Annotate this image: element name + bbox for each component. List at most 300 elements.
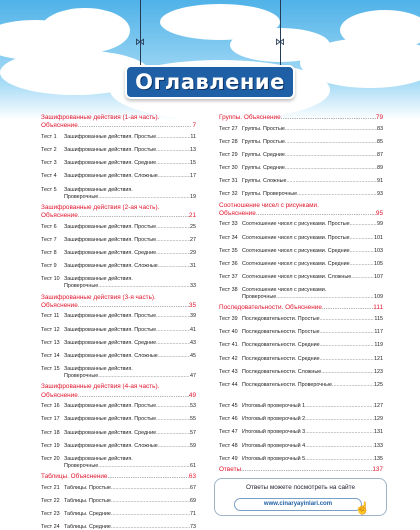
toc-test-entry[interactable] [41, 131, 196, 144]
test-title-block [242, 443, 383, 450]
toc-test-entry[interactable] [41, 426, 196, 439]
test-page-number: 99 [377, 221, 383, 228]
test-page-number: 123 [374, 368, 383, 375]
test-leader-line [242, 165, 383, 172]
test-title-block [242, 329, 383, 336]
test-title: Зашифрованные действия. Сложные [64, 173, 158, 180]
test-title: Соотношение чисел с рисунками. Сложные [242, 274, 352, 281]
toc-test-entry[interactable] [41, 400, 196, 413]
toc-section-entry[interactable] [219, 114, 383, 122]
toc-test-entry[interactable] [41, 413, 196, 426]
dot-leader [78, 392, 189, 400]
cloud [340, 10, 420, 50]
test-number: Тест 18 [41, 429, 60, 436]
dot-leader [332, 382, 374, 389]
section-page-number: 79 [375, 114, 383, 121]
test-number: Тест 28 [219, 138, 238, 145]
test-leader-line [64, 134, 196, 141]
toc-test-entry[interactable] [41, 350, 196, 363]
test-number: Тест 36 [219, 261, 238, 267]
test-page-number: 125 [374, 381, 383, 388]
toc-test-entry[interactable] [41, 508, 196, 521]
test-page-number: 13 [190, 147, 196, 154]
dot-leader [98, 194, 190, 201]
toc-right-column [219, 114, 383, 474]
test-leader-line [242, 191, 383, 198]
test-number: Тест 6 [41, 223, 57, 230]
test-title-block [64, 160, 196, 167]
toc-test-entry[interactable] [41, 247, 196, 260]
section-leader-line [41, 302, 196, 310]
toc-test-entry[interactable] [219, 400, 383, 413]
test-title: Зашифрованные действия. Средние [64, 160, 157, 167]
toc-test-entry[interactable] [219, 352, 383, 365]
toc-test-entry[interactable] [219, 379, 383, 392]
test-title: Зашифрованные действия. Средние [64, 429, 157, 436]
toc-section-entry[interactable] [219, 466, 383, 474]
section-title-line: Таблицы. Объяснение [41, 473, 108, 480]
test-page-number: 131 [374, 429, 383, 436]
test-page-number: 67 [190, 484, 196, 491]
test-number: Тест 11 [41, 313, 60, 320]
section-leader-line [219, 466, 383, 474]
toc-test-entry[interactable] [41, 521, 196, 530]
test-title-block [64, 403, 196, 410]
dot-leader [158, 443, 190, 450]
dot-leader [321, 369, 374, 376]
test-title-block [242, 152, 383, 159]
test-number: Тест 31 [219, 178, 238, 185]
toc-test-entry[interactable] [41, 440, 196, 453]
test-title: Зашифрованные действия. Простые [64, 147, 157, 154]
test-title-block [242, 139, 383, 146]
test-leader-line [64, 313, 196, 320]
section-leader-line [219, 114, 383, 122]
toc-test-entry[interactable] [219, 162, 383, 175]
toc-test-entry[interactable] [41, 363, 196, 383]
test-title: Последовательности. Простые [242, 315, 320, 322]
test-title-block [242, 248, 383, 255]
test-leader-line [64, 173, 196, 180]
toc-test-entry[interactable] [219, 218, 383, 231]
toc-test-entry[interactable] [41, 144, 196, 157]
toc-section-entry[interactable] [219, 202, 383, 219]
test-number: Тест 10 [41, 276, 60, 283]
section-page-number: 137 [372, 465, 383, 473]
dot-leader [156, 327, 190, 334]
test-number: Тест 33 [219, 221, 238, 228]
test-number: Тест 19 [41, 442, 60, 449]
test-title-line2: Проверочные [64, 462, 99, 469]
test-leader-line [242, 139, 383, 146]
test-leader-line [242, 152, 383, 159]
dot-leader [305, 443, 374, 450]
toc-gap [219, 392, 383, 400]
test-title: Группы. Сложные [242, 178, 287, 185]
website-link[interactable]: www.cinaryayinlari.com [234, 498, 362, 511]
test-page-number: 127 [374, 403, 383, 410]
test-number: Тест 9 [41, 263, 57, 270]
test-leader-line [64, 498, 196, 505]
dot-leader [305, 403, 374, 410]
dot-leader [156, 134, 190, 141]
toc-test-entry[interactable] [219, 453, 383, 466]
test-leader-line [242, 261, 383, 268]
test-number: Тест 13 [41, 339, 60, 346]
test-title-block [242, 369, 383, 376]
test-leader-line [242, 456, 383, 463]
bow-icon: ⋈ [275, 37, 285, 48]
dot-leader [285, 152, 377, 159]
test-number: Тест 12 [41, 326, 60, 333]
test-leader-line [64, 283, 196, 290]
section-title-line: Группы. Объяснение [219, 114, 281, 121]
toc-test-entry[interactable] [219, 136, 383, 149]
toc-test-entry[interactable] [41, 273, 196, 293]
test-title-block [64, 134, 196, 141]
test-number: Тест 46 [219, 416, 238, 423]
section-title-line: Зашифрованные действия (3-я часть). [41, 293, 156, 301]
test-leader-line [242, 274, 383, 281]
toc-test-entry[interactable] [219, 366, 383, 379]
test-page-number: 31 [190, 263, 196, 270]
test-page-number: 107 [374, 274, 383, 281]
dot-leader [156, 313, 190, 320]
test-leader-line [64, 443, 196, 450]
test-title-block [64, 327, 196, 334]
test-page-number: 101 [374, 234, 383, 241]
test-number: Тест 32 [219, 191, 238, 198]
test-number: Тест 38 [219, 287, 238, 294]
test-number: Тест 40 [219, 329, 238, 336]
toc-test-entry[interactable] [219, 326, 383, 339]
section-page-number: 49 [188, 391, 196, 399]
test-leader-line [64, 250, 196, 257]
toc-test-entry[interactable] [41, 221, 196, 234]
section-title-line: Последовательности. Объяснение [219, 304, 322, 312]
test-title: Зашифрованные действия. Простые [64, 223, 157, 230]
dot-leader [78, 122, 193, 130]
test-title-block [242, 287, 383, 301]
test-page-number: 73 [190, 524, 196, 530]
section-page-number: 21 [188, 212, 196, 220]
answers-notice-box [214, 478, 387, 516]
test-title-block [64, 353, 196, 360]
toc-test-entry[interactable] [41, 234, 196, 247]
toc-section-entry[interactable] [41, 204, 196, 221]
cloud [40, 8, 130, 53]
test-leader-line [64, 353, 196, 360]
toc-test-entry[interactable] [219, 426, 383, 439]
test-title: Группы. Проверочные [242, 191, 298, 198]
test-title-block [64, 366, 196, 380]
test-page-number: 91 [377, 178, 383, 185]
section-title-line: Зашифрованные действия (4-ая часть). [41, 383, 160, 391]
test-title: Группы. Средние [242, 151, 285, 158]
dot-leader [305, 456, 374, 463]
toc-test-entry[interactable] [219, 149, 383, 162]
toc-test-entry[interactable] [219, 313, 383, 326]
test-leader-line [242, 443, 383, 450]
section-title-line: Зашифрованные действия (1-ая часть). [41, 114, 160, 121]
section-leader-line [41, 473, 196, 481]
dot-leader [156, 416, 190, 423]
test-leader-line [242, 235, 383, 242]
test-title: Зашифрованные действия. Сложные [64, 263, 158, 270]
test-title-block [242, 316, 383, 323]
toc-test-entry[interactable] [219, 413, 383, 426]
dot-leader [78, 302, 189, 310]
test-number: Тест 17 [41, 416, 60, 423]
test-page-number: 59 [190, 442, 196, 449]
dot-leader [78, 212, 189, 220]
test-number: Тест 3 [41, 160, 57, 167]
test-title: Таблицы. Простые [64, 497, 111, 504]
test-leader-line [64, 327, 196, 334]
section-page-number: 63 [188, 473, 196, 480]
test-page-number: 93 [377, 191, 383, 198]
toc-test-entry[interactable] [219, 245, 383, 258]
test-leader-line [64, 511, 196, 518]
page-title: Оглавление [135, 70, 285, 94]
toc-test-entry[interactable] [41, 453, 196, 473]
test-title-block [242, 191, 383, 198]
test-leader-line [64, 430, 196, 437]
toc-section-entry[interactable] [219, 304, 383, 312]
test-title-block [242, 456, 383, 463]
test-page-number: 19 [190, 193, 196, 200]
dot-leader [111, 524, 190, 530]
test-number: Тест 37 [219, 274, 238, 281]
test-number: Тест 27 [219, 125, 238, 132]
dot-leader [320, 342, 375, 349]
test-leader-line [242, 342, 383, 349]
test-leader-line [242, 382, 383, 389]
test-page-number: 133 [374, 442, 383, 449]
dot-leader [158, 173, 190, 180]
test-title: Последовательности. Сложные [242, 368, 322, 375]
test-page-number: 41 [190, 326, 196, 333]
test-number: Тест 20 [41, 455, 60, 462]
dot-leader [156, 430, 190, 437]
test-number: Тест 2 [41, 147, 57, 154]
dot-leader [156, 403, 190, 410]
test-number: Тест 8 [41, 250, 57, 257]
dot-leader [276, 294, 374, 301]
section-title-line: Объяснение [219, 209, 256, 217]
toc-test-entry[interactable] [219, 339, 383, 352]
test-leader-line [64, 147, 196, 154]
toc-section-entry[interactable] [41, 114, 196, 131]
test-title-block [64, 276, 196, 290]
test-title-block [242, 165, 383, 172]
test-page-number: 89 [377, 165, 383, 172]
test-page-number: 47 [190, 373, 196, 380]
test-page-number: 29 [190, 250, 196, 257]
test-title-block [64, 511, 196, 518]
test-title: Последовательности. Простые [242, 329, 320, 336]
test-title-block [242, 221, 383, 228]
toc-test-entry[interactable] [41, 260, 196, 273]
dot-leader [350, 235, 374, 242]
test-title: Зашифрованные действия. Простые [64, 326, 157, 333]
test-leader-line [242, 294, 383, 301]
test-leader-line [242, 416, 383, 423]
toc-test-entry[interactable] [219, 232, 383, 245]
test-title: Соотношение чисел с рисунками. [242, 287, 327, 294]
toc-test-entry[interactable] [219, 440, 383, 453]
hanging-string [140, 0, 141, 70]
test-title-block [64, 416, 196, 423]
test-title: Последовательности. Проверочные [242, 381, 332, 388]
dot-leader [111, 485, 190, 492]
test-leader-line [242, 221, 383, 228]
test-number: Тест 43 [219, 368, 238, 375]
test-title-block [64, 263, 196, 270]
test-title-line2: Проверочные [64, 373, 99, 380]
test-number: Тест 44 [219, 381, 238, 388]
test-title: Группы. Простые [242, 138, 285, 145]
test-number: Тест 41 [219, 342, 238, 349]
test-title-block [64, 224, 196, 231]
dot-leader [156, 237, 190, 244]
title-banner [125, 65, 295, 99]
test-title: Соотношение чисел с рисунками. Средние [242, 261, 350, 267]
test-number: Тест 4 [41, 173, 57, 180]
test-leader-line [64, 224, 196, 231]
test-page-number: 27 [190, 236, 196, 243]
test-page-number: 105 [374, 261, 383, 267]
hanging-string [280, 0, 281, 70]
test-leader-line [242, 316, 383, 323]
test-number: Тест 42 [219, 355, 238, 362]
toc-test-entry[interactable] [41, 157, 196, 170]
test-number: Тест 34 [219, 234, 238, 241]
toc-left-column [41, 114, 196, 530]
toc-test-entry[interactable] [41, 170, 196, 183]
toc-section-entry[interactable] [41, 473, 196, 481]
test-page-number: 117 [374, 329, 383, 336]
toc-test-entry[interactable] [219, 284, 383, 304]
test-title-block [64, 250, 196, 257]
test-page-number: 115 [374, 315, 383, 322]
dot-leader [350, 248, 374, 255]
test-leader-line [242, 126, 383, 133]
toc-test-entry[interactable] [219, 122, 383, 135]
dot-leader [351, 274, 374, 281]
section-leader-line [219, 210, 383, 218]
section-title-line: Зашифрованные действия (2-ая часть). [41, 203, 160, 211]
test-number: Тест 45 [219, 403, 238, 410]
dot-leader [285, 126, 377, 133]
test-title: Зашифрованные действия. Сложные [64, 442, 158, 449]
test-page-number: 85 [377, 138, 383, 145]
toc-test-entry[interactable] [41, 184, 196, 204]
toc-test-entry[interactable] [219, 188, 383, 201]
test-leader-line [64, 463, 196, 470]
test-page-number: 57 [190, 429, 196, 436]
test-title-block [242, 126, 383, 133]
dot-leader [320, 329, 375, 336]
dot-leader [320, 356, 374, 363]
test-leader-line [64, 403, 196, 410]
test-page-number: 119 [374, 342, 383, 349]
test-leader-line [242, 403, 383, 410]
test-number: Тест 21 [41, 484, 60, 491]
test-title-block [64, 340, 196, 347]
dot-leader [305, 416, 374, 423]
section-leader-line [41, 392, 196, 400]
test-page-number: 53 [190, 403, 196, 410]
test-title: Итоговый проверочный 3 [242, 429, 306, 436]
toc-test-entry[interactable] [41, 481, 196, 494]
test-title: Зашифрованные действия. Сложные [64, 352, 158, 359]
toc-test-entry[interactable] [41, 337, 196, 350]
toc-test-entry[interactable] [41, 324, 196, 337]
test-title-block [64, 430, 196, 437]
test-title-block [242, 429, 383, 436]
test-title: Группы. Средние [242, 165, 285, 172]
test-number: Тест 47 [219, 429, 238, 436]
test-leader-line [242, 329, 383, 336]
section-page-number: 111 [373, 304, 383, 312]
test-title-block [64, 147, 196, 154]
test-page-number: 17 [190, 173, 196, 180]
test-number: Тест 48 [219, 442, 238, 449]
test-title-line2: Проверочные [64, 193, 99, 200]
test-title: Зашифрованные действия. [64, 455, 133, 462]
test-title-block [64, 237, 196, 244]
test-leader-line [64, 263, 196, 270]
test-title: Последовательности. Средние [242, 342, 320, 349]
test-title-line2: Проверочные [242, 294, 277, 301]
test-number: Тест 23 [41, 510, 60, 517]
test-number: Тест 24 [41, 524, 60, 530]
test-leader-line [64, 340, 196, 347]
toc-test-entry[interactable] [219, 175, 383, 188]
section-leader-line [41, 212, 196, 220]
test-number: Тест 29 [219, 151, 238, 158]
toc-test-entry[interactable] [41, 310, 196, 323]
test-page-number: 45 [190, 352, 196, 359]
dot-leader [107, 473, 188, 481]
test-number: Тест 16 [41, 403, 60, 410]
toc-test-entry[interactable] [219, 258, 383, 271]
section-title-line: Ответы [219, 465, 242, 473]
test-leader-line [242, 356, 383, 363]
dot-leader [322, 304, 373, 312]
bow-icon: ⋈ [135, 37, 145, 48]
test-leader-line [242, 178, 383, 185]
dot-leader [256, 210, 376, 218]
toc-section-entry[interactable] [41, 294, 196, 311]
test-number: Тест 7 [41, 236, 57, 243]
test-title: Итоговый проверочный 1 [242, 403, 306, 410]
test-title: Последовательности. Средние [242, 355, 320, 362]
test-title: Зашифрованные действия. [64, 366, 133, 373]
toc-test-entry[interactable] [41, 495, 196, 508]
toc-section-entry[interactable] [41, 383, 196, 400]
toc-test-entry[interactable] [219, 271, 383, 284]
test-leader-line [242, 369, 383, 376]
test-page-number: 55 [190, 416, 196, 423]
dot-leader [350, 221, 377, 228]
test-title: Зашифрованные действия. Простые [64, 416, 157, 423]
test-page-number: 121 [374, 355, 383, 362]
test-page-number: 129 [374, 416, 383, 423]
test-title: Зашифрованные действия. Простые [64, 403, 157, 410]
section-leader-line [41, 122, 196, 130]
